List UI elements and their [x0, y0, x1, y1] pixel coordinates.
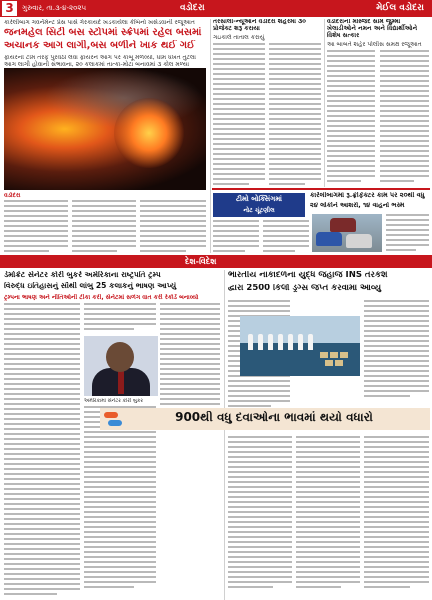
- left-story-headline-1: ડેમોક્રેટ સેનેટર કોરી બુકરે અમેરિકાના રાષ્ટ્રપતિ ટ્રમ્પ: [4, 271, 161, 279]
- left-story-text-col-3: [160, 303, 220, 413]
- medicine-text-col-2: [296, 436, 360, 591]
- bus-fire-photo: [4, 68, 206, 190]
- section-rule: [212, 188, 430, 190]
- section-label: વડોદરા: [180, 3, 205, 13]
- top-left-photo-caption: વડોદરા: [4, 192, 21, 199]
- cars-photo: [312, 214, 382, 252]
- right-story-text-col-1b: [228, 380, 290, 405]
- top-right-headline: વડોદરાની મસ્જિદ સામે જુમ્મા ખેલાડીઓને નમન અને વિદ્યાર્થીઓને વિશેષ સત્કાર: [327, 19, 418, 39]
- top-left-headline-2: અચાનક આગ લાગી,બસ બળીને ખાક થઈ ગઈ: [4, 40, 195, 51]
- sailor-shape: [288, 334, 293, 350]
- top-left-kicker: કારેલીબાગ ગવર્નમેન્ટ પ્રેસ પાસે ગેરકાયદે ખડકાયેલા કેબિનો ખસેડવાની રજૂઆત: [4, 19, 195, 26]
- column-divider: [224, 270, 225, 600]
- car-shape: [346, 234, 372, 248]
- column-divider: [210, 19, 211, 253]
- right-story-headline-2: દ્વારા 2500 કિલો ડ્રગ્સ જપ્ત કરવામાં આવ્યું: [228, 284, 382, 293]
- top-left-headline-1: જનમહેલ સિટી બસ સ્ટોપમાં સ્ક્રેપમાં રહેલ બસમાં: [4, 27, 202, 38]
- medicine-text-col-3: [364, 436, 429, 591]
- car-shape: [316, 232, 342, 246]
- national-world-banner: [0, 255, 432, 268]
- masthead: [0, 0, 432, 17]
- sailor-shape: [308, 334, 313, 350]
- mid-story-text-col-1: [213, 220, 259, 255]
- page-number: 3: [2, 1, 17, 16]
- left-story-text-col-1: [4, 303, 80, 598]
- senator-photo: [84, 336, 158, 396]
- sailor-shape: [248, 334, 253, 350]
- banner-label: દેશ-વિદેશ: [185, 257, 217, 266]
- top-right-text-col-1: [327, 50, 375, 185]
- top-left-deck: ફાયરની ટીમ તરફ પુરવઠો લેવા ફાયરને આગ પર કાબૂ મેળવ્યો, ધીમ ધખત તુટલા આગ લાગી હોવાની સંભાવના, ૨૦ કલાકમાં તાત્કા-મોટા બનાવમાં ૩ કોલ મળ્યા: [4, 55, 196, 68]
- top-right-subhead: આ બાબતે શહેર પોલીસ સમક્ષ રજૂઆત: [327, 41, 422, 48]
- mid-story-text-col-3: [386, 214, 429, 254]
- navy-seizure-photo: [240, 316, 360, 376]
- drug-package-shape: [340, 352, 348, 358]
- edition-label: મેઈલ વડોદરા: [376, 3, 424, 13]
- top-middle-subhead: ગઇકાલે તાતાલ કરાયું: [213, 34, 265, 41]
- info-badge-line-2: નોટ ચૂંટણીલ: [243, 207, 275, 214]
- car-shape: [330, 218, 356, 232]
- top-left-text-col-3: [140, 200, 206, 255]
- sailor-shape: [278, 334, 283, 350]
- sailor-shape: [258, 334, 263, 350]
- pill-shape: [104, 412, 118, 418]
- medicine-headline: 900થી વધુ દવાઓના ભાવમાં થયો વધારો: [175, 411, 373, 424]
- info-badge: [213, 193, 305, 217]
- top-middle-headline: તરસાલી-ન્યૂઆને વડોદરા શહેરમાં ૩૦ પ્રોજેક્ટ શરૂ કરાયા: [213, 19, 307, 32]
- left-story-text-col-2b: [84, 406, 156, 591]
- right-story-headline-1: ભારતીય નૌકાદળના યુદ્ધ જહાજ INS તરકશ: [228, 271, 388, 280]
- info-badge-line-1: ટીમો બોક્સિંગમાં: [235, 195, 282, 203]
- sailor-shape: [268, 334, 273, 350]
- top-middle-text-col-1: [213, 43, 265, 188]
- top-left-text-col-1: [4, 200, 68, 255]
- left-story-text-col-2: [84, 303, 156, 333]
- top-left-text-col-2: [72, 200, 136, 255]
- mid-story-headline: કારેલીબાગમાં રૂ.ફ્રીફેક્ટર કામ પર ૨૦થી વધુ: [310, 192, 425, 199]
- left-story-headline-2: વિરુદ્ધ ઇતિહાસનું સૌથી લાંબુ 25 કલાકનું ભાષણ આપ્યું: [4, 282, 177, 290]
- top-middle-text-col-2: [269, 43, 321, 188]
- mid-story-text-col-2: [263, 220, 309, 255]
- column-divider: [324, 19, 325, 187]
- date-line: ગુરુવાર, તા.૩-૪-૨૦૨૫: [22, 4, 87, 12]
- drug-package-shape: [335, 360, 343, 366]
- drug-package-shape: [330, 352, 338, 358]
- pill-shape: [108, 420, 122, 426]
- drug-package-shape: [325, 360, 333, 366]
- right-story-text-col-2: [364, 300, 429, 400]
- medicine-text-col-1: [228, 436, 292, 591]
- flame-shape: [114, 98, 184, 168]
- mid-story-subhead: ૨૪ લોકોને આશરો, ૧૪ વાહનો ભસ્મ: [310, 202, 405, 209]
- drug-package-shape: [320, 352, 328, 358]
- top-right-text-col-2: [380, 50, 429, 185]
- left-story-deck: ટ્રમ્પના ભાષણ અને નીતિઓની ટીકા કરી, સેનેટમાં સળંગ વાત કરી રેકોર્ડ બનાવ્યો: [4, 294, 199, 301]
- tie-shape: [118, 370, 124, 394]
- sailor-shape: [298, 334, 303, 350]
- senator-photo-caption: અમેરિકામાં સેનેટર કોરી બુકર: [84, 398, 143, 404]
- head-shape: [106, 342, 134, 372]
